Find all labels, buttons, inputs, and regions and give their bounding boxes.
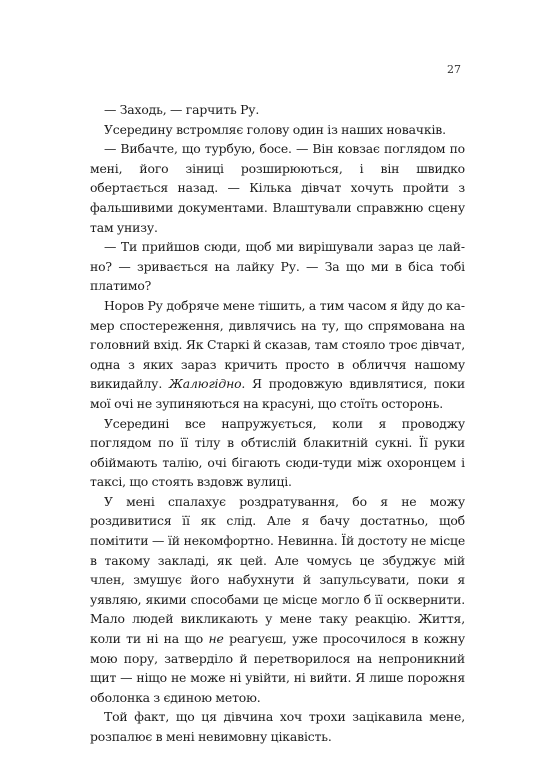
text-run: — Вибачте, що турбую, босе. — Він ковзає поглядом по мені, його зіниці розширюються, і він швидко обертається назад. — Кілька дівчат хочуть пройти з фальшивими документами. Влаштували справжню сцену там унизу. (90, 141, 465, 235)
paragraph (90, 139, 465, 237)
paragraph (90, 296, 465, 414)
text-run: Норов Ру добряче мене тішить, а тим часом я йду до камер спостереження, дивлячись на ту, що спрямована на головний вхід. Як Старкі й сказав, там стояло троє дівчат, одна з яких зараз кричить просто в обличчя нашому викидайлу. (90, 297, 465, 392)
body-text (90, 100, 465, 747)
text-run: — Заходь, — гарчить Ру. (104, 102, 260, 117)
text-run: У мені спалахує роздратування, бо я не можу роздивитися її як слід. Але я бачу достатньо, щоб помітити — їй некомфортно. Невинна. Їй достоту не місце в такому закладі, як цей. Але чомусь це збуджує мій член, змушує його набухнути й запульсувати, поки я уявляю, якими способами це місце могло б її осквернити. Мало людей викликають у мене таку реакцію. Життя, коли ти ні на що (90, 493, 465, 647)
paragraph (90, 237, 465, 296)
italic-text: Жалюгідно. (168, 376, 246, 392)
text-run: Усередині все напружується, коли я проводжу поглядом по її тілу в обтислій блакитній сукні. Її руки обіймають талію, очі бігають сюди-туди між охоронцем і таксі, що стоять вздовж вулиці. (90, 415, 465, 490)
page-number: 27 (447, 63, 461, 76)
text-run: — Ти прийшов сюди, щоб ми вирішували зараз це лайно? — зривається на лайку Ру. — За що ми в біса тобі платимо? (90, 239, 465, 294)
italic-text: не (208, 631, 224, 647)
paragraph (90, 100, 465, 120)
text-run: Я продовжую вдивлятися, поки мої очі не зупиняються на красуні, що стоїть осторонь. (90, 376, 465, 411)
paragraph (90, 707, 465, 746)
text-run: реагуєш, уже просочилося в кожну мою пору, затверділо й перетворилося на непроникний щит — ніщо не може ні увійти, ні вийти. Я лише порожня оболонка з єдиною метою. (90, 631, 466, 705)
text-run: Усередину встромляє голову один із наших новачків. (104, 121, 446, 137)
paragraph (90, 492, 465, 708)
paragraph (90, 120, 465, 140)
text-run: Той факт, що ця дівчина хоч трохи зацікавила мене, розпалює в мені невимовну цікавість. (90, 709, 465, 744)
paragraph (90, 414, 465, 492)
